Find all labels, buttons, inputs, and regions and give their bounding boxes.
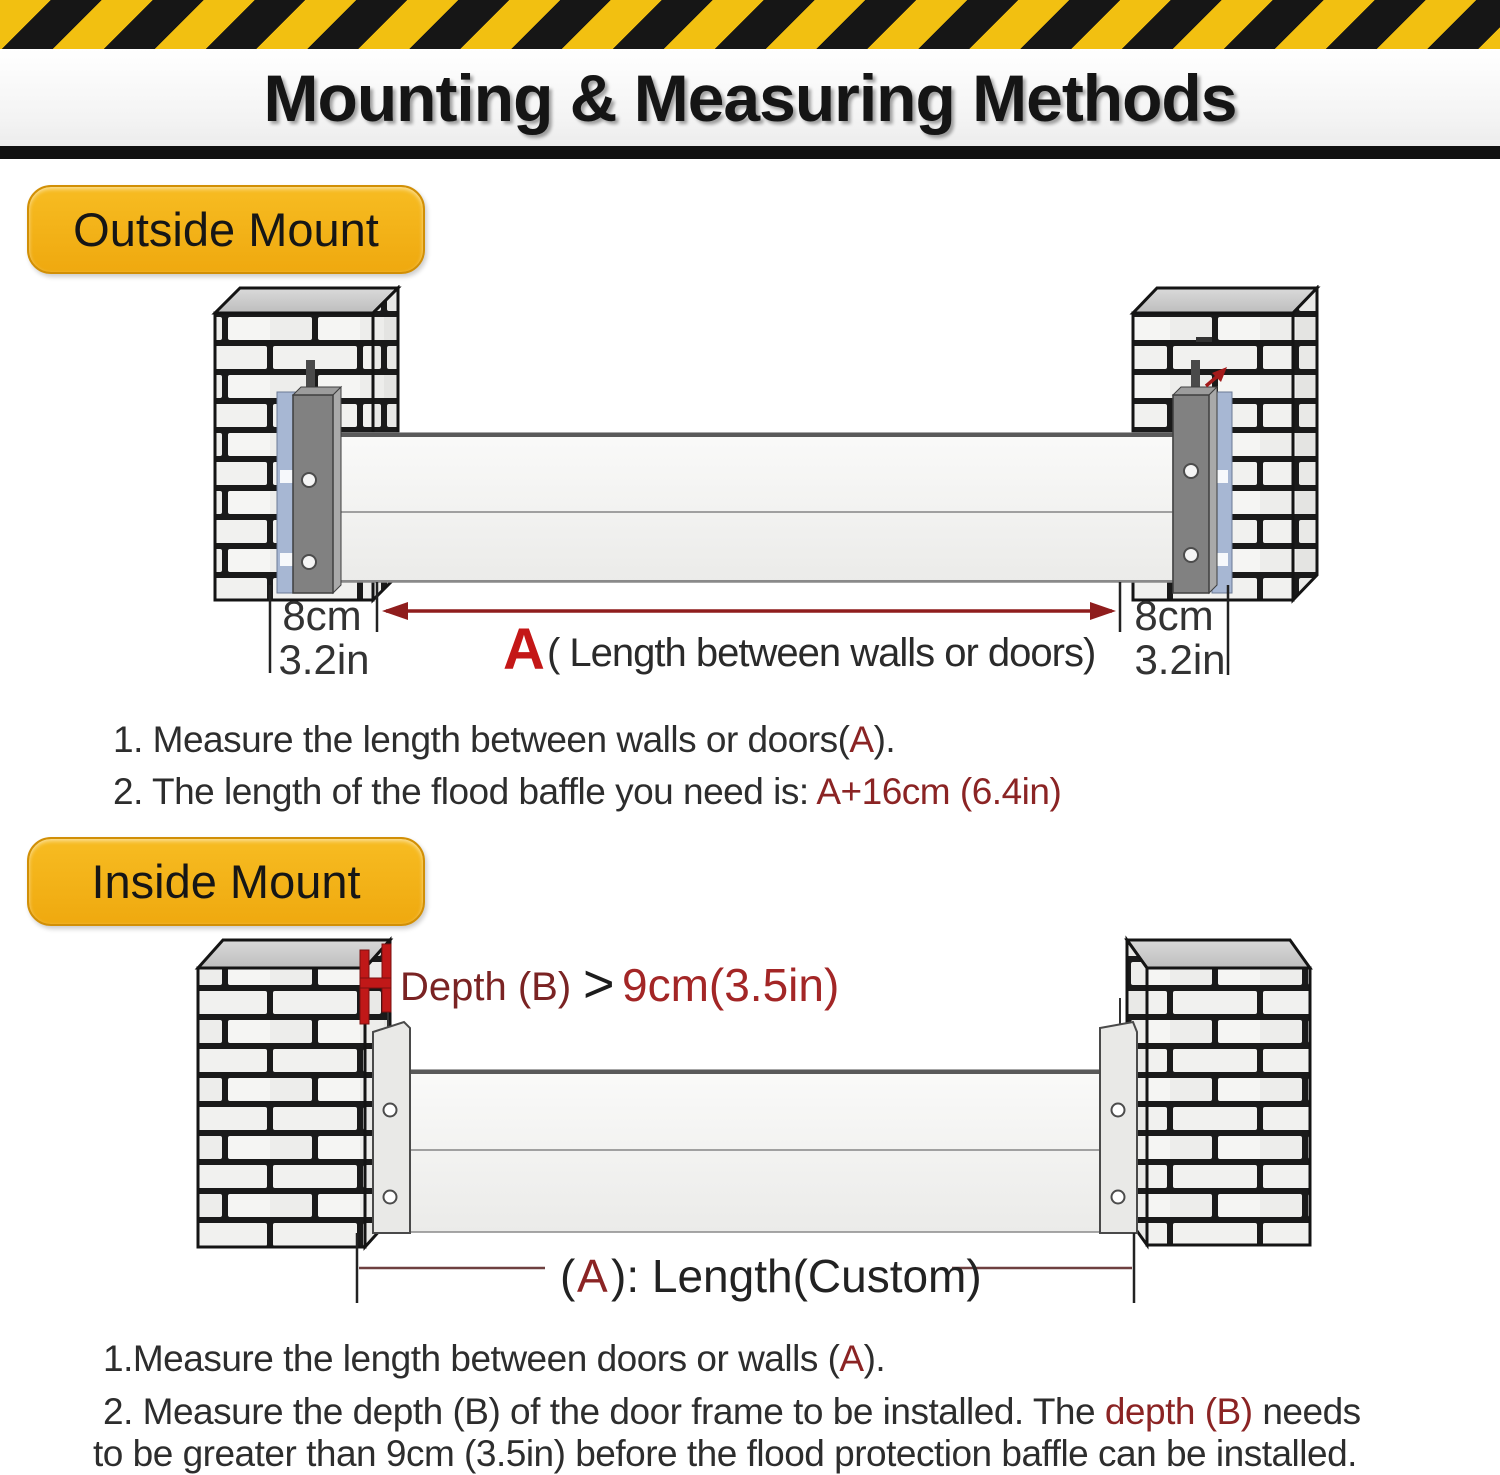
span-a-label: A (503, 617, 545, 682)
length-label-a: A (577, 1250, 608, 1302)
inside-step-1: 1.Measure the length between doors or walls (A). (103, 1338, 886, 1379)
length-label-rest: ): Length(Custom) (611, 1250, 982, 1302)
inside-right-pillar (1127, 940, 1310, 1245)
outside-mount-badge (27, 185, 425, 274)
flood-barrier-inside (410, 1070, 1100, 1232)
left-gap-in-label: 3.2in (278, 636, 370, 683)
inside-step-2-line-1: 2. Measure the depth (B) of the door frame to be installed. The depth (B) needs (103, 1391, 1361, 1432)
right-gap-cm-label: 8cm (1134, 592, 1214, 639)
left-gap-cm-label: 8cm (282, 592, 362, 639)
span-description-label: ( Length between walls or doors) (547, 631, 1096, 675)
flood-barrier-outside (333, 433, 1173, 582)
depth-gt-sign: > (583, 954, 615, 1014)
title-band (0, 49, 1500, 146)
depth-label: Depth (B) (400, 965, 572, 1009)
inside-step-2-line-2: to be greater than 9cm (3.5in) before the flood protection baffle can be installed. (93, 1433, 1357, 1474)
outside-step-1: 1. Measure the length between walls or doors(A). (113, 719, 896, 760)
depth-value-label: 9cm(3.5in) (622, 959, 840, 1011)
header-divider (0, 146, 1500, 159)
outside-mount-badge-label: Outside Mount (73, 203, 379, 256)
outside-step-2: 2. The length of the flood baffle you need is: A+16cm (6.4in) (113, 771, 1062, 812)
caution-tape-stripes (0, 0, 1500, 49)
span-arrow (382, 602, 1116, 620)
page-title: Mounting & Measuring Methods (263, 60, 1237, 135)
right-gap-in-label: 3.2in (1134, 636, 1226, 683)
mounting-bracket-left (277, 360, 341, 593)
inside-bracket-right (1100, 998, 1137, 1233)
inside-mount-diagram (0, 930, 1500, 1350)
inside-mount-badge (27, 837, 425, 926)
inside-mount-badge-label: Inside Mount (91, 855, 361, 908)
length-label-open: ( (560, 1250, 576, 1302)
outside-mount-diagram (0, 285, 1500, 705)
